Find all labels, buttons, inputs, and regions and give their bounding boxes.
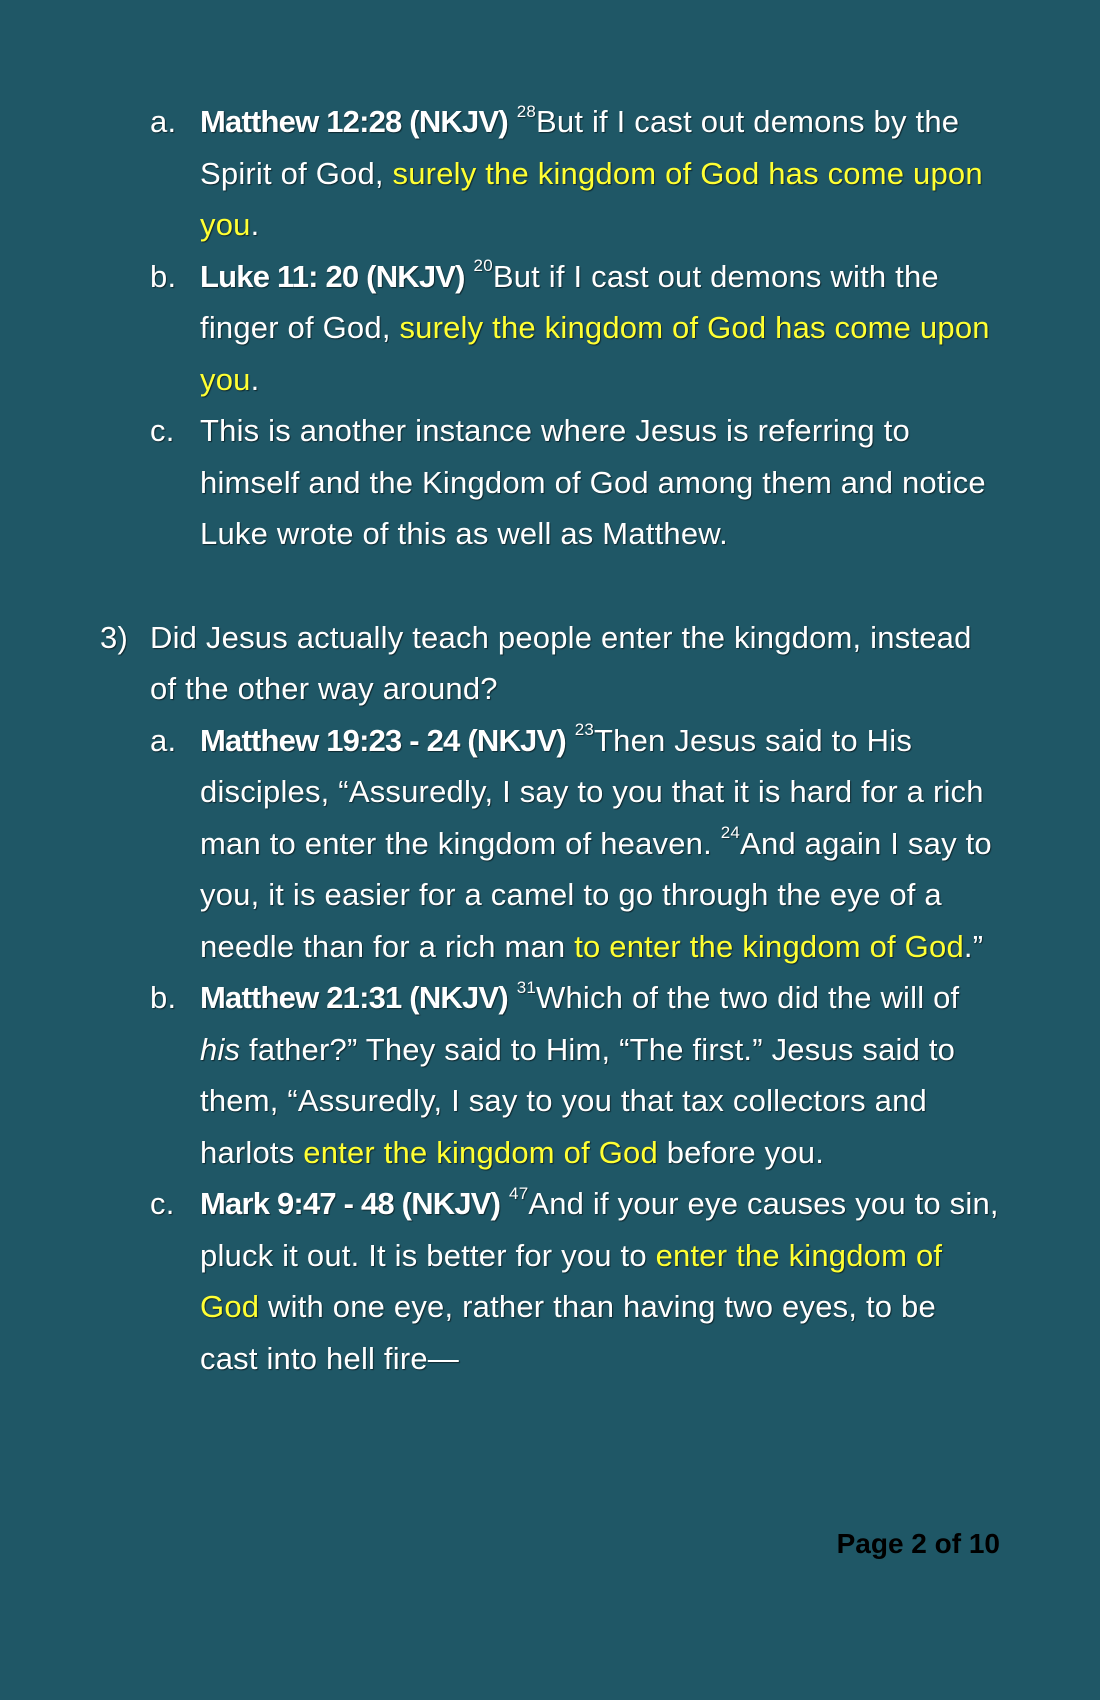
list-marker: b.	[150, 258, 177, 294]
list-marker: a.	[150, 104, 177, 139]
list-marker: c.	[150, 1186, 175, 1221]
scripture-text	[200, 251, 1000, 406]
list-item-a-matthew-19-23	[150, 715, 1000, 973]
verse-number: 28	[516, 101, 536, 121]
commentary-text: This is another instance where Jesus is referring to himself and the Kingdom of God among them and notice Luke wrote of this as well as Matthew.	[200, 413, 986, 551]
scripture-reference: Matthew 12:28 (NKJV)	[200, 104, 508, 139]
list-item-c-commentary	[150, 405, 1000, 560]
verse-text: But if I cast out demons by the Spirit of God,	[200, 104, 960, 191]
scripture-reference: Mark 9:47 - 48 (NKJV)	[200, 1186, 501, 1221]
verse-text: And again I say to you, it is easier for a camel to go through the eye of a needle than for a rich man	[200, 825, 992, 964]
verse-text: But if I cast out demons with the finger of God,	[200, 258, 939, 345]
list-marker: c.	[150, 413, 175, 448]
list-item-b-matthew-21-31	[150, 972, 1000, 1178]
highlighted-text: surely the kingdom of God has come upon you	[200, 310, 990, 397]
verse-number: 20	[473, 256, 493, 276]
verse-number: 24	[720, 823, 741, 843]
scripture-reference: Matthew 21:31 (NKJV)	[200, 980, 508, 1015]
question-text: Did Jesus actually teach people enter the kingdom, instead of the other way around?	[150, 619, 972, 706]
verse-text: father?” They said to Him, “The first.” Jesus said to them, “Assuredly, I say to you that tax collectors and harlots	[200, 1031, 956, 1170]
verse-text-end: with one eye, rather than having two eyes, to be cast into hell fire—	[200, 1289, 936, 1376]
verse-text-end: .	[250, 207, 260, 242]
verse-text: And if your eye causes you to sin, pluck it out. It is better for you to	[200, 1186, 999, 1273]
list-item-c-mark-9-47	[150, 1178, 1000, 1384]
verse-text-end: .”	[963, 928, 984, 964]
highlighted-text: enter the kingdom of God	[303, 1134, 658, 1170]
verse-number: 23	[574, 720, 595, 740]
page-number: Page 2 of 10	[836, 1528, 1000, 1559]
verse-text: Which of the two did the will of	[536, 980, 960, 1015]
scripture-reference: Luke 11: 20 (NKJV)	[200, 258, 465, 294]
verse-number: 47	[509, 1183, 529, 1203]
list-item-a-matthew-12-28	[150, 96, 1000, 251]
question-3	[100, 612, 1000, 715]
verse-number: 31	[516, 977, 536, 997]
page-content	[100, 96, 1000, 1384]
highlighted-text: surely the kingdom of God has come upon you	[200, 155, 983, 242]
section-spacer	[100, 560, 1000, 612]
verse-text-end: before you.	[657, 1134, 825, 1170]
scripture-text	[200, 972, 1000, 1178]
list-marker: 3)	[100, 619, 128, 655]
scripture-text	[200, 96, 1000, 251]
scripture-text	[200, 1178, 1000, 1384]
highlighted-text: to enter the kingdom of God	[574, 928, 964, 964]
highlighted-text: enter the kingdom of God	[200, 1237, 943, 1324]
verse-text: Then Jesus said to His disciples, “Assuredly, I say to you that it is hard for a rich man to enter the kingdom of heaven.	[200, 722, 984, 861]
list-marker: a.	[150, 722, 177, 758]
scripture-text	[200, 715, 1000, 973]
list-item-b-luke-11-20	[150, 251, 1000, 406]
verse-text-end: .	[250, 361, 260, 397]
list-marker: b.	[150, 980, 177, 1015]
scripture-reference: Matthew 19:23 - 24 (NKJV)	[200, 722, 566, 758]
italic-word: his	[200, 1031, 241, 1067]
